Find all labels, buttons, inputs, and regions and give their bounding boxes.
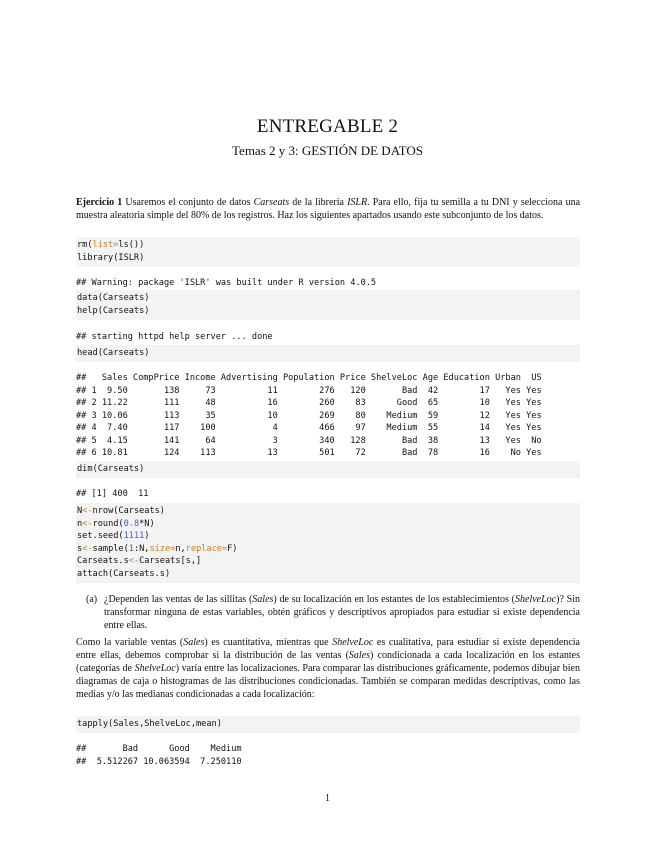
code-block-dim bbox=[76, 461, 580, 478]
table-row: ## 4 7.40 117 100 4 466 97 Medium 55 14 Yes Yes bbox=[76, 423, 542, 433]
dataset-name: Carseats bbox=[253, 197, 290, 208]
output-line: ## 5.512267 10.063594 7.250110 bbox=[76, 756, 242, 767]
item-label: (a) bbox=[86, 594, 98, 605]
code-line: s<-sample(1:N,size=n,replace=F) bbox=[77, 543, 238, 554]
table-row: ## 3 10.06 113 35 10 269 80 Medium 59 12 Yes Yes bbox=[76, 410, 542, 421]
output-help-server: ## starting httpd help server ... done bbox=[76, 332, 273, 342]
code-line: tapply(Sales,ShelveLoc,mean) bbox=[77, 719, 222, 729]
page-title: ENTREGABLE 2 bbox=[256, 116, 399, 137]
table-row: ## 5 4.15 141 64 3 340 128 Bad 38 13 Yes No bbox=[76, 435, 542, 446]
table-row: ## 1 9.50 138 73 11 276 120 Bad 42 17 Yes Yes bbox=[76, 385, 542, 396]
code-line: library(ISLR) bbox=[77, 252, 145, 263]
table-row: ## 6 10.81 124 113 13 501 72 Bad 78 16 No Yes bbox=[76, 448, 542, 458]
code-block-head bbox=[76, 345, 580, 362]
table-row: ## Sales CompPrice Income Advertising Population Price ShelveLoc Age Education Urban US bbox=[76, 373, 542, 383]
page-subtitle: Temas 2 y 3: GESTIÓN DE DATOS bbox=[232, 143, 423, 158]
output-line: ## Bad Good Medium bbox=[76, 744, 242, 754]
code-block-sample bbox=[76, 503, 580, 583]
exercise-text-3: . Para ello, fija tu semilla a tu DNI y selecciona una muestra aleatoria simple del 80% de los registros. Haz los siguientes apartados usando este subconjunto de los datos. bbox=[76, 197, 581, 221]
page-number: 1 bbox=[325, 793, 330, 804]
output-tapply bbox=[76, 743, 596, 768]
code-line: data(Carseats) bbox=[77, 293, 150, 303]
code-line: n<-round(0.8*N) bbox=[77, 518, 155, 529]
code-line: Carseats.s<-Carseats[s,] bbox=[77, 556, 202, 566]
exercise-text-2: de la librería bbox=[289, 197, 348, 208]
exercise-item-a bbox=[86, 593, 580, 632]
item-text: ¿Dependen las ventas de las sillitas (Sales) de su localización en los estantes de los establecimientos (ShelveLoc)? Sin transformar ninguna de estas variables, obtén gráficos y descriptivos apropiados para estudiar si existe dependencia entre ellas. bbox=[104, 594, 580, 631]
exercise-statement bbox=[76, 196, 580, 222]
exercise-text-1: Usaremos el conjunto de datos bbox=[122, 197, 254, 208]
code-line: attach(Carseats.s) bbox=[77, 568, 171, 579]
output-table bbox=[76, 372, 596, 460]
code-block-setup bbox=[76, 237, 580, 267]
table-row: ## 2 11.22 111 48 16 260 83 Good 65 10 Yes Yes bbox=[76, 398, 542, 408]
exercise-label: Ejercicio 1 bbox=[76, 197, 123, 208]
code-line: N<-nrow(Carseats) bbox=[77, 506, 165, 516]
code-line: rm(list=ls()) bbox=[77, 240, 145, 250]
output-dim: ## [1] 400 11 bbox=[76, 489, 149, 499]
output-warning: ## Warning: package 'ISLR' was built under R version 4.0.5 bbox=[76, 278, 377, 288]
code-block-data bbox=[76, 290, 580, 320]
code-block-tapply bbox=[76, 716, 580, 733]
code-line: head(Carseats) bbox=[77, 348, 150, 358]
code-line: dim(Carseats) bbox=[77, 464, 145, 474]
code-line: help(Carseats) bbox=[77, 305, 150, 316]
code-line: set.seed(1111) bbox=[77, 531, 150, 541]
answer-paragraph: Como la variable ventas (Sales) es cuantitativa, mientras que ShelveLoc es cualitativa, para estudiar si existe dependencia entre ellas, debemos comprobar si la distribución de las ventas (Sales) condicionada a cada localización en los estantes (categorías de ShelveLoc) varía entre las localizaciones. Para comparar las distribuciones gráficamente, podemos dibujar bien diagramas de caja o histogramas de las distribuciones condicionadas. También se comparan medidas descriptivas, como las medias y/o las medianas condicionadas a cada localización: bbox=[76, 637, 581, 700]
library-name: ISLR bbox=[347, 197, 368, 208]
